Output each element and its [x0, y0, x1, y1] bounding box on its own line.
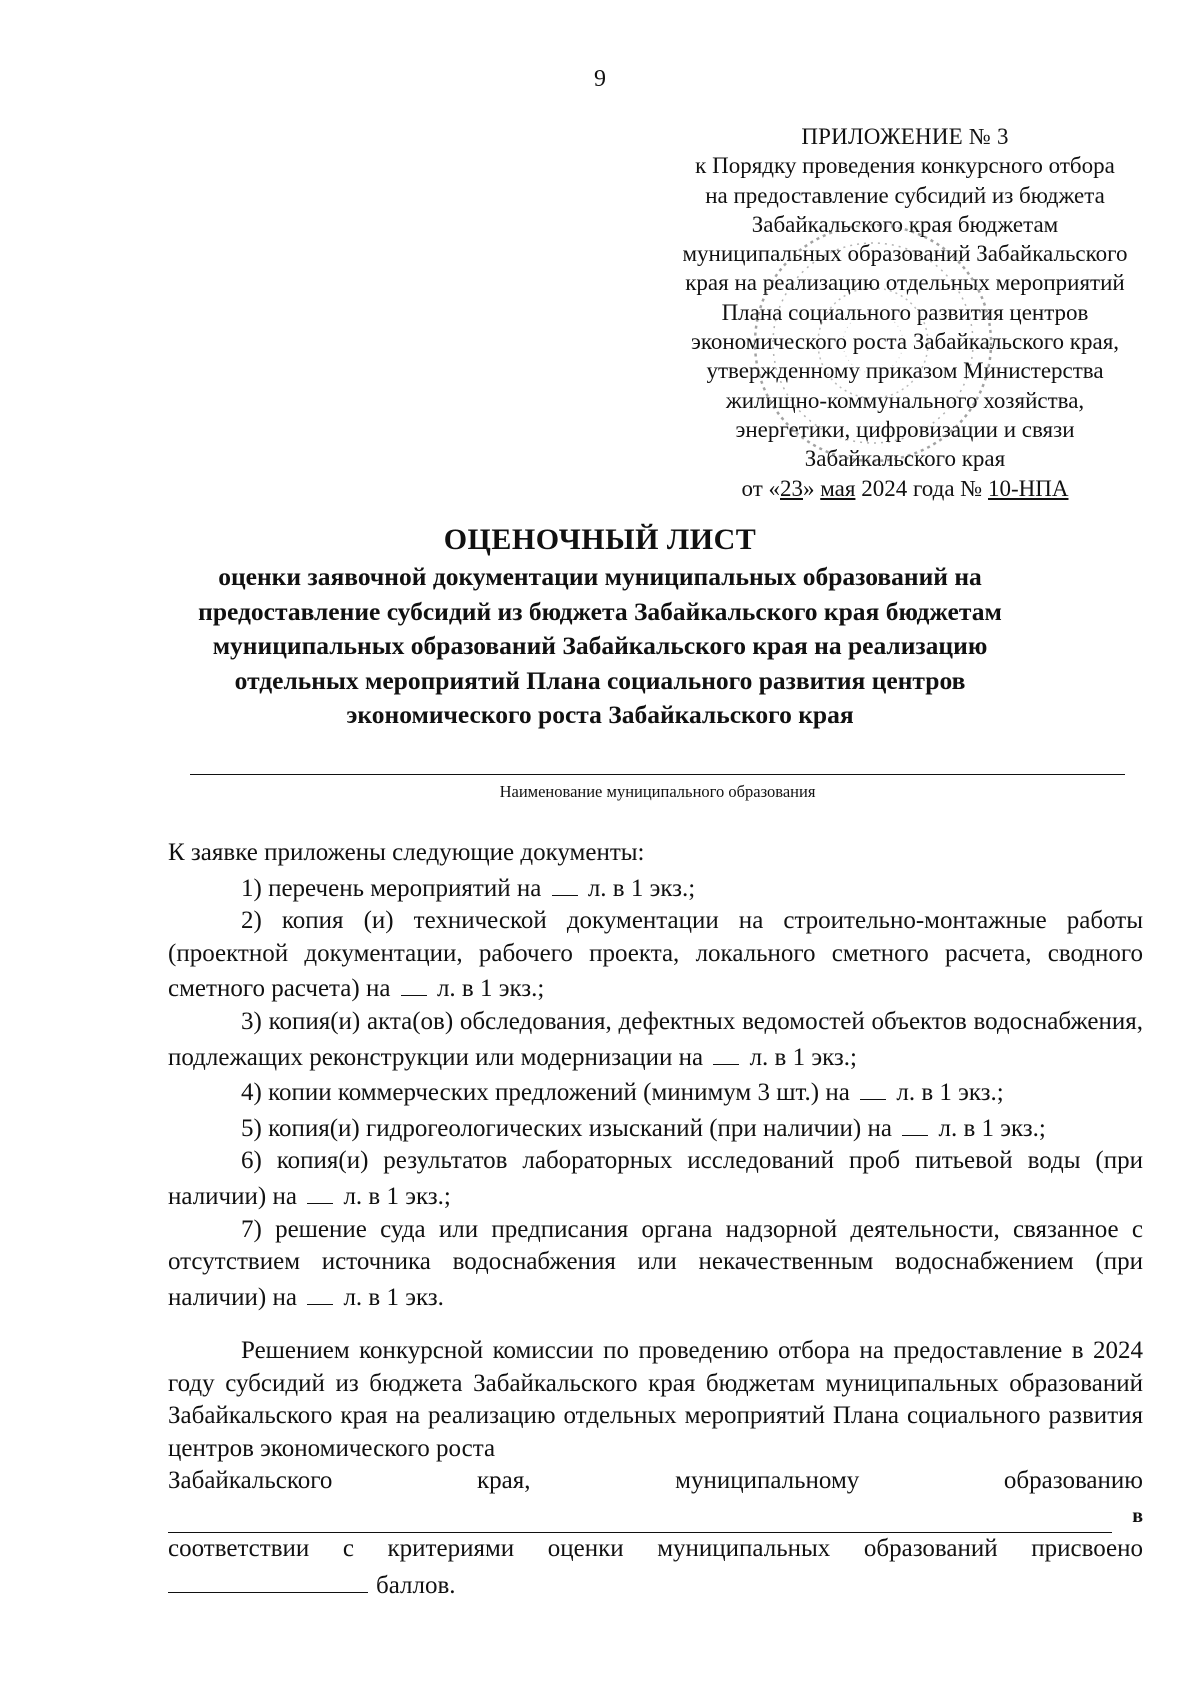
decision-last-line: соответствии с критериями оценки муниципальных образований присвоено: [168, 1534, 1143, 1562]
subtitle-line: предоставление субсидий из бюджета Забайкальского края бюджетам: [198, 596, 1002, 626]
documents-intro: К заявке приложены следующие документы:: [168, 839, 645, 866]
appendix-date: от «23» мая 2024 года № 10-НПА: [741, 475, 1069, 501]
appendix-line: на предоставление субсидий из бюджета: [705, 182, 1105, 208]
appendix-line: муниципальных образований Забайкальского: [682, 241, 1128, 267]
document-title: ОЦЕНОЧНЫЙ ЛИСТ: [443, 523, 757, 556]
score-suffix: баллов.: [376, 1572, 456, 1600]
municipality-name-field[interactable]: [190, 774, 1125, 775]
document-item: 3) копия(и) акта(ов) обследования, дефектных ведомостей объектов водоснабжения, подлежащих реконструкции или модернизации на л. в 1 экз.;: [168, 1007, 1143, 1071]
appendix-line: жилищно-коммунального хозяйства,: [725, 387, 1085, 413]
pages-blank[interactable]: [713, 1039, 739, 1065]
appendix-line: края на реализацию отдельных мероприятий: [685, 270, 1125, 296]
appendix-line: Плана социального развития центров: [721, 299, 1089, 325]
document-item: 5) копия(и) гидрогеологических изысканий (при наличии) на л. в 1 экз.;: [168, 1110, 1143, 1146]
commission-decision: [168, 1335, 1143, 1603]
municipality-blank[interactable]: [168, 1506, 1112, 1533]
order-number: 10-НПА: [988, 475, 1069, 501]
decision-v: в: [1132, 1504, 1143, 1527]
appendix-line: Забайкальского края: [804, 446, 1006, 472]
appendix-line: Забайкальского края бюджетам: [751, 211, 1059, 237]
date-day: 23: [780, 475, 803, 501]
appendix-title: ПРИЛОЖЕНИЕ № 3: [801, 124, 1009, 149]
document-heading: [150, 522, 1050, 733]
decision-line: Забайкальского края, муниципальному образованию: [168, 1467, 1143, 1495]
documents-list: [168, 837, 1143, 1314]
subtitle-line: экономического роста Забайкальского края: [346, 700, 854, 729]
pages-blank[interactable]: [860, 1074, 886, 1100]
pages-blank[interactable]: [401, 970, 427, 996]
document-item: 2) копия (и) технической документации на строительно-монтажные работы (проектной документации, рабочего проекта, локального сметного расчета, сводного сметного расчета) на л. в 1 экз.;: [168, 907, 1143, 1003]
appendix-block: [655, 122, 1155, 503]
document-item: 4) копии коммерческих предложений (минимум 3 шт.) на л. в 1 экз.;: [168, 1074, 1143, 1110]
score-line: [168, 1567, 1143, 1603]
page-number: 9: [594, 66, 606, 92]
subtitle-line: оценки заявочной документации муниципальных образований на: [218, 562, 982, 591]
subtitle-line: отдельных мероприятий Плана социального развития центров: [234, 665, 966, 695]
pages-blank[interactable]: [902, 1110, 928, 1136]
document-item: 6) копия(и) результатов лабораторных исследований проб питьевой воды (при наличии) на л. в 1 экз.;: [168, 1147, 1143, 1210]
appendix-line: к Порядку проведения конкурсного отбора: [695, 153, 1115, 179]
decision-paragraph: Решением конкурсной комиссии по проведению отбора на предоставление в 2024 году субсидий из бюджета Забайкальского края бюджетам муниципальных образований Забайкальского края на реализацию отдельных мероприятий Плана социального развития центров экономического роста: [168, 1337, 1143, 1462]
document-item: 1) перечень мероприятий на л. в 1 экз.;: [168, 870, 1143, 906]
appendix-line: экономического роста Забайкальского края,: [690, 329, 1120, 355]
document-subtitle: [150, 560, 1050, 733]
pages-blank[interactable]: [307, 1279, 333, 1305]
pages-blank[interactable]: [552, 870, 578, 896]
appendix-line: утвержденному приказом Министерства: [706, 358, 1104, 384]
document-item: 7) решение суда или предписания органа надзорной деятельности, связанное с отсутствием источника водоснабжения или некачественным водоснабжением (при наличии) на л. в 1 экз.: [168, 1215, 1143, 1311]
municipality-caption: Наименование муниципального образования: [499, 782, 816, 801]
pages-blank[interactable]: [307, 1178, 333, 1204]
appendix-line: энергетики, цифровизации и связи: [735, 416, 1075, 442]
date-month: мая: [820, 475, 856, 501]
score-blank[interactable]: [168, 1567, 368, 1593]
municipality-blank-row: [168, 1500, 1143, 1533]
subtitle-line: муниципальных образований Забайкальского края на реализацию: [212, 631, 988, 660]
